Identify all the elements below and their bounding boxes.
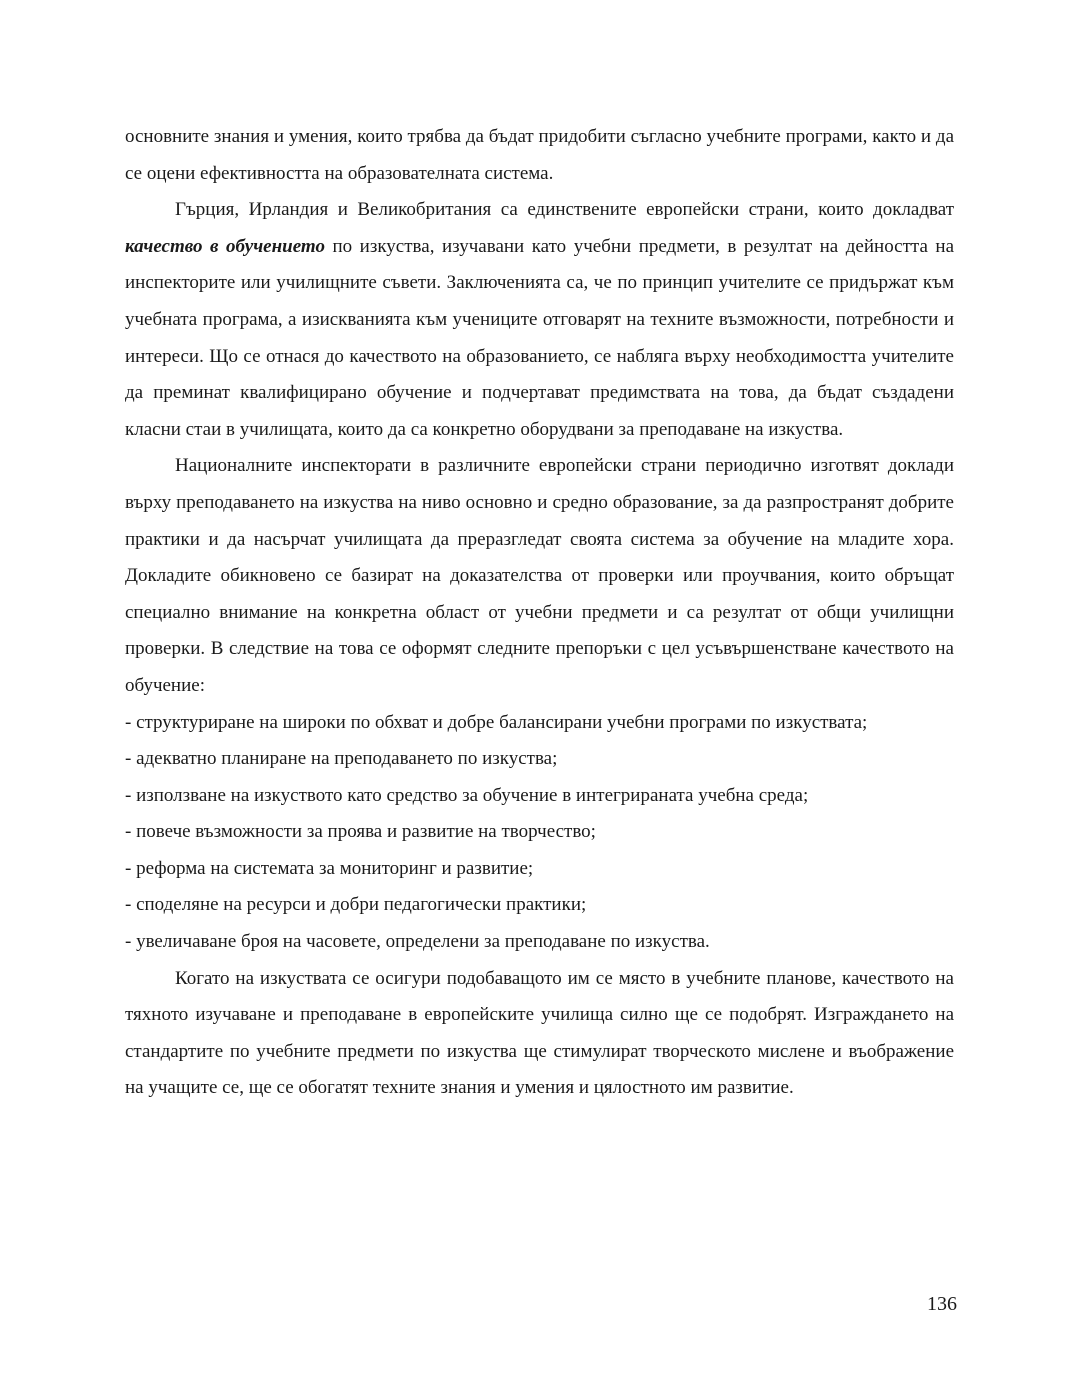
paragraph-quality-rest: по изкуства, изучавани като учебни предмети, в резултат на дейността на инспекторите или училищните съвети. Заключенията са, че по принцип учителите се придържат към учебната програма, а изискванията към учениците отговарят на техните възможности, потребности и интереси. Що се отнася до качеството на образованието, се набляга върху необходимостта учителите да преминат квалифицирано обучение и подчертават предимствата на това, да бъдат създадени класни стаи в училищата, които да са конкретно оборудвани за преподаване на изкуства. [125,235,954,440]
list-item: - реформа на системата за мониторинг и развитие; [125,857,534,879]
emphasized-term: качество в обучението [125,235,325,257]
paragraph-intro: основните знания и умения, които трябва да бъдат придобити съгласно учебните програми, както и да се оцени ефективността на образователната система. [125,126,954,184]
list-item: - използване на изкуството като средство за обучение в интегрираната учебна среда; [125,784,809,806]
paragraph-conclusion: Когато на изкуствата се осигури подобаващото им се място в учебните планове, качеството на тяхното изучаване и преподаване в европейските училища силно ще се подобрят. Изграждането на стандартите по учебните предмети по изкуства ще стимулират творческото мислене и въображение на учащите се, ще се обогатят техните знания и умения и цялостното им развитие. [125,967,954,1099]
recommendations-list [125,705,954,961]
page-number: 136 [927,1293,957,1315]
paragraph-inspectorates: Националните инспекторати в различните европейски страни периодично изготвят доклади върху преподаването на изкуства на ниво основно и средно образование, за да разпространят добрите практики и да насърчат училищата да преразгледат своята система за обучение на младите хора. Докладите обикновено се базират на доказателства от проверки или проучвания, които обръщат специално внимание на конкретна област от учебни предмети и са резултат от общи училищни проверки. В следствие на това се оформят следните препоръки с цел усъвършенстване качеството на обучение: [125,455,954,696]
page-body [125,119,954,1107]
paragraph-quality [125,192,954,448]
paragraph-quality-lead: Гърция, Ирландия и Великобритания са единствените европейски страни, които докладват [175,199,954,221]
list-item: - увеличаване броя на часовете, определени за преподаване по изкуства. [125,931,710,953]
list-item: - споделяне на ресурси и добри педагогически практики; [125,894,587,916]
list-item: - адекватно планиране на преподаването по изкуства; [125,748,558,770]
list-item: - повече възможности за проява и развитие на творчество; [125,821,596,843]
list-item: - структуриране на широки по обхват и добре балансирани учебни програми по изкуствата; [125,711,868,733]
